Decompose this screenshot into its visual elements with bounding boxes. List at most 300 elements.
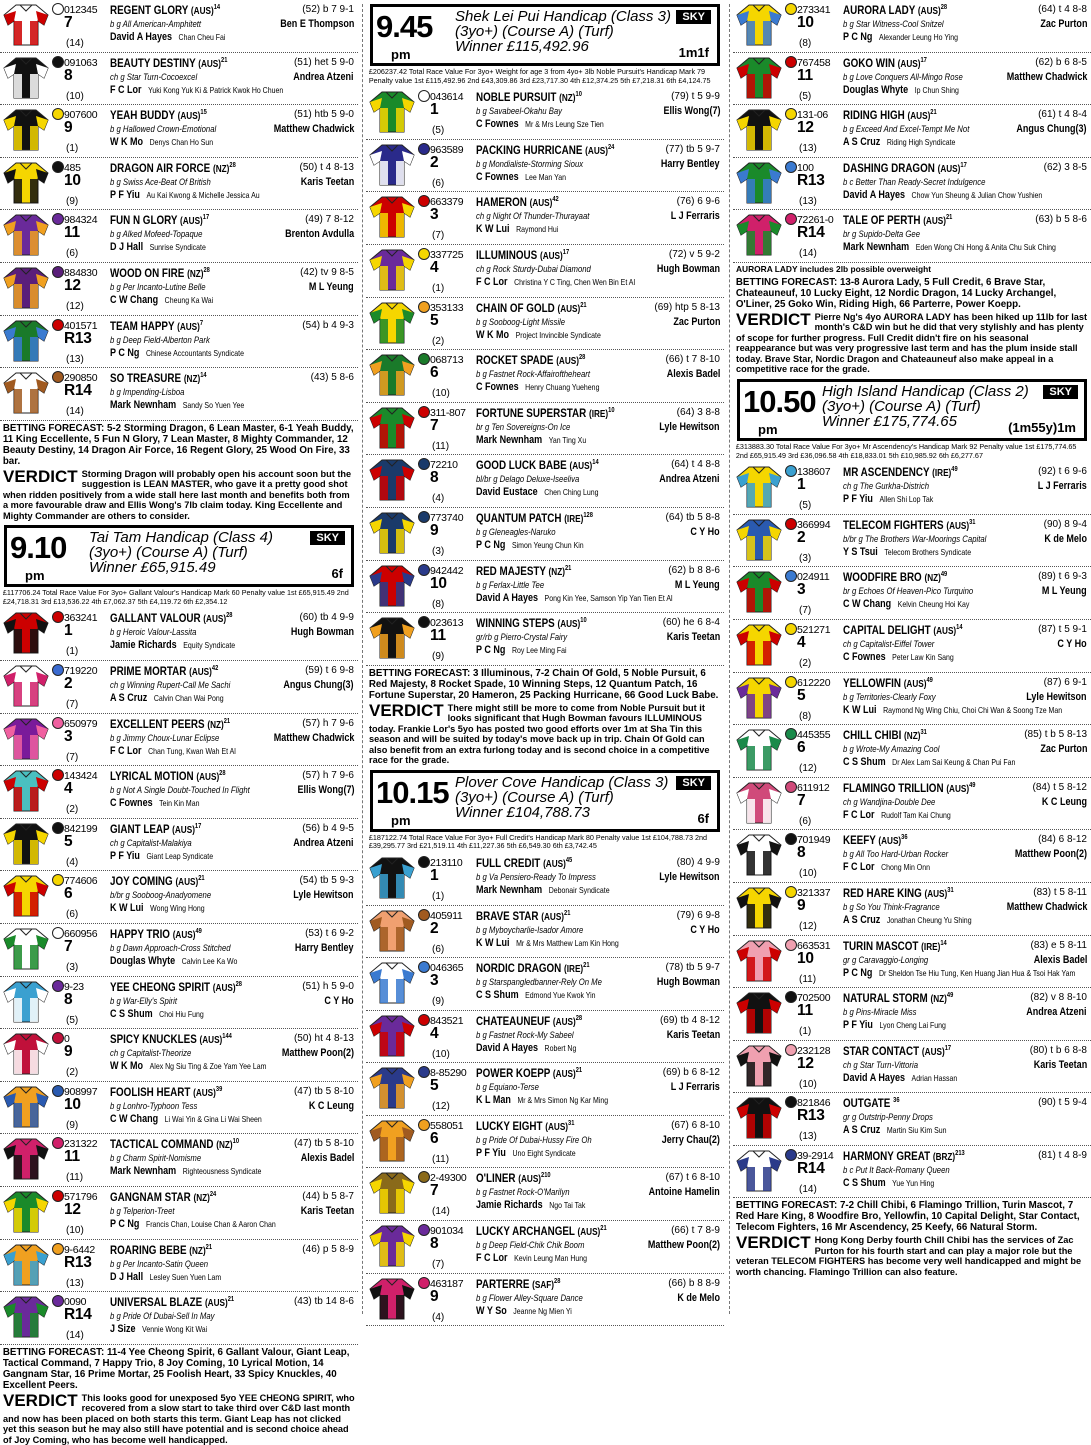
- cap-icon: [418, 1119, 430, 1131]
- cap-icon: [785, 108, 797, 120]
- cap-icon: [418, 616, 430, 628]
- saddle-number: 12: [797, 119, 814, 137]
- draw: (6): [432, 943, 445, 955]
- trainer: Alexis Badel: [666, 368, 720, 381]
- jockey-silks-icon: [735, 1044, 783, 1088]
- draw: (10): [66, 90, 84, 102]
- runner-row: [733, 620, 1091, 673]
- rating-age-weight: (79) 6 9-8: [676, 909, 720, 921]
- runner-row: [366, 298, 724, 351]
- trainer: Andrea Atzeni: [293, 836, 354, 849]
- rating-age-weight: (77) tb 5 9-7: [665, 143, 720, 155]
- saddle-number: 10: [430, 574, 447, 592]
- breeding: b g Pins-Miracle Miss: [843, 1007, 917, 1018]
- race-time: 10.50: [743, 383, 816, 419]
- horse-name: HAMERON (AUS)$^{42}$: [476, 195, 559, 210]
- owner: Choi Hiu Fung: [159, 1008, 204, 1019]
- horse-name: PARTERRE (SAF)$^{28}$: [476, 1276, 561, 1291]
- draw: (6): [799, 815, 812, 827]
- draw: (9): [432, 996, 445, 1008]
- cap-icon: [52, 371, 64, 383]
- horse-name: JOY COMING (AUS)$^{21}$: [110, 874, 205, 889]
- jockey-silks-icon: [735, 1096, 783, 1140]
- breeding: b g Pride Of Dubai-Hussy Fire Oh: [476, 1134, 592, 1145]
- jockey: Mark Newnham Yan Ting Xu: [476, 433, 587, 446]
- rating-age-weight: (84) 6 8-12: [1038, 834, 1087, 846]
- jockey: C W Chang Li Wai Yin & Gina Li Wai Sheen: [110, 1112, 262, 1125]
- rating-age-weight: (57) h 7 9-6: [302, 717, 354, 729]
- owner: Debonair Syndicate: [548, 884, 610, 895]
- runner-row: [366, 561, 724, 614]
- jockey-silks-icon: [368, 406, 416, 450]
- cap-icon: [785, 1096, 797, 1108]
- jockey: P F Yiu Giant Leap Syndicate: [110, 849, 214, 862]
- rating-age-weight: (51) h 5 9-0: [302, 980, 354, 992]
- runner-row: [366, 192, 724, 245]
- owner: Calvin Chan Wai Pong: [153, 693, 224, 704]
- trainer: Hugh Bowman: [656, 976, 720, 989]
- jockey-silks-icon: [2, 717, 50, 761]
- rating-age-weight: (89) t 6 9-3: [1038, 571, 1087, 583]
- runner-row: [733, 0, 1091, 53]
- saddle-number: R14: [64, 1306, 92, 1324]
- owner: Riding High Syndicate: [886, 137, 956, 148]
- sky-badge: SKY: [676, 10, 711, 24]
- form-figures: 046365: [430, 962, 464, 975]
- jockey: K W Lui Wong Wing Hong: [110, 902, 205, 915]
- saddle-number: 8: [430, 1235, 439, 1253]
- jockey-silks-icon: [368, 1066, 416, 1110]
- runner-row: [733, 105, 1091, 158]
- runner-row: [0, 0, 358, 53]
- breeding: b g Impending-Lisboa: [110, 387, 185, 398]
- form-figures: 012345: [64, 4, 98, 16]
- cap-icon: [785, 623, 797, 635]
- jockey-silks-icon: [2, 664, 50, 708]
- saddle-number: 1: [64, 622, 73, 640]
- race-pm: pm: [391, 812, 411, 828]
- draw: (7): [66, 699, 79, 711]
- horse-name: RIDING HIGH (AUS)$^{21}$: [843, 108, 937, 123]
- draw: (13): [66, 353, 84, 365]
- form-figures: 821846: [797, 1097, 831, 1110]
- jockey-silks-icon: [735, 213, 783, 257]
- runner-row: [0, 977, 358, 1030]
- rating-age-weight: (59) t 6 9-8: [305, 665, 354, 677]
- saddle-number: 11: [797, 1002, 813, 1020]
- form-figures: 907600: [64, 109, 98, 122]
- runner-row: [366, 508, 724, 561]
- rating-age-weight: (69) tb 4 8-12: [659, 1014, 720, 1026]
- jockey-silks-icon: [2, 1137, 50, 1181]
- cap-icon: [785, 1044, 797, 1056]
- rating-age-weight: (47) tb 5 8-10: [293, 1085, 354, 1097]
- horse-name: SO TREASURE (NZ)$^{14}$: [110, 371, 207, 386]
- owner: Chow Yun Sheung & Julian Chow Yushien: [911, 189, 1043, 200]
- saddle-number: 10: [797, 14, 814, 31]
- form-figures: 100: [797, 161, 814, 174]
- prize-money: £313883.30 Total Race Value For 3yo+ Mr Ascendency's Handicap Mark 92 Penalty value 1st £175,774.65 2nd £65,915.49 3rd £36,096.58 4th £18,833.01 5th £10,985.92 6th £6,277.67: [735, 441, 1077, 460]
- rating-age-weight: (66) t 7 8-10: [665, 354, 720, 366]
- breeding: b/br g The Brothers War-Moorings Capital: [843, 533, 987, 544]
- breeding: b c Better Than Ready-Secret Indulgence: [843, 176, 986, 187]
- cap-icon: [418, 909, 430, 921]
- rating-age-weight: (69) b 6 8-12: [662, 1067, 720, 1079]
- jockey: P C Ng Simon Yeung Chun Kin: [476, 538, 584, 551]
- horse-name: ROCKET SPADE (AUS)$^{28}$: [476, 353, 586, 368]
- jockey: A S Cruz Calvin Chan Wai Pong: [110, 692, 224, 705]
- prize-money: £206237.42 Total Race Value For 3yo+ Weight for age 3 from 4yo+ 3lb Noble Pursuit's Handicap Mark 79 Penalty value 1st £115,492.96 2nd £43,309.86 3rd £23,717.30 4th £12,374.25 5th £7,218.31 6th £4,124.75: [368, 67, 711, 85]
- breeding: b g Fastnet Rock-Affairoftheheart: [476, 369, 591, 380]
- rating-age-weight: (64) t 4 8-8: [671, 459, 720, 471]
- horse-name: PRIME MORTAR (AUS)$^{42}$: [110, 664, 219, 679]
- jockey-silks-icon: [2, 874, 50, 918]
- rating-age-weight: (92) t 6 9-6: [1038, 466, 1087, 478]
- trainer: K de Melo: [677, 1291, 720, 1304]
- cap-icon: [52, 1137, 64, 1149]
- draw: (14): [432, 1206, 450, 1218]
- form-figures: 138607: [797, 466, 831, 479]
- runner-row: [733, 778, 1091, 831]
- breeding: b g Gleneagles-Naruko: [476, 526, 556, 537]
- saddle-number: 4: [430, 258, 439, 276]
- trainer: L J Ferraris: [671, 210, 720, 223]
- form-figures: 366994: [797, 518, 831, 531]
- trainer: Alexis Badel: [300, 1152, 354, 1165]
- rating-age-weight: (50) t 4 8-13: [299, 161, 354, 173]
- saddle-number: 8: [64, 66, 73, 84]
- cap-icon: [52, 1190, 64, 1202]
- rating-age-weight: (66) t 7 8-9: [671, 1225, 720, 1237]
- draw: (7): [432, 1259, 445, 1271]
- rating-age-weight: (78) tb 5 9-7: [665, 962, 720, 974]
- form-figures: 231322: [64, 1138, 98, 1151]
- trainer: Matthew Poon(2): [281, 1047, 354, 1060]
- breeding: b g Star Witness-Cool Snitzel: [843, 19, 944, 29]
- saddle-number: 11: [64, 224, 80, 242]
- jockey-silks-icon: [368, 1171, 416, 1215]
- saddle-number: 9: [64, 119, 73, 137]
- jockey: A S Cruz Riding High Syndicate: [843, 136, 956, 149]
- cap-icon: [52, 980, 64, 992]
- saddle-number: 6: [797, 739, 806, 757]
- jockey: Y S Tsui Telecom Brothers Syndicate: [843, 545, 972, 558]
- jockey-silks-icon: [735, 1149, 783, 1193]
- owner: Yuki Kong Yuk Ki & Patrick Kwok Ho Chuen: [148, 84, 284, 95]
- breeding: b g Fastnet Rock-O'Marilyn: [476, 1187, 570, 1198]
- runner-row: [366, 245, 724, 298]
- rating-age-weight: (82) v 8 8-10: [1030, 992, 1087, 1004]
- runner-row: [0, 158, 358, 211]
- jockey-silks-icon: [735, 161, 783, 205]
- cap-icon: [418, 564, 430, 576]
- breeding: gr/rb g Pierro-Crystal Fairy: [476, 632, 568, 643]
- breeding: b g Love Conquers All-Mingo Rose: [843, 71, 963, 82]
- jockey-silks-icon: [2, 108, 50, 152]
- trainer: C Y Ho: [690, 923, 720, 936]
- rating-age-weight: (51) htb 5 9-0: [293, 109, 354, 121]
- verdict: VERDICT Pierre Ng's 4yo AURORA LADY has been hiked up 11lb for last month's C&D win but he did that very stylishly and has plenty of scope for further progress. Full Credit didn't fire on his seasonal reappearance but was very progressive last term and has the plum inside stall today. Brave Star, Nordic Dragon and Chateauneuf also make appeal in a competitive race for the grade.: [736, 309, 1088, 375]
- jockey: F C Lor Kevin Leung Man Hung: [476, 1252, 587, 1265]
- saddle-number: 12: [64, 276, 81, 294]
- betting-forecast: BETTING FORECAST: 3 Illuminous, 7-2 Chain Of Gold, 5 Noble Pursuit, 6 Red Majesty, 8 Rocket Spade, 10 Winning Steps, 12 Quantum Patch, 16 Fortune Superstar, 20 Hameron, 25 Packing Hurricane, 66 Good Luck Babe.: [368, 667, 719, 701]
- race-time: 10.15: [376, 774, 449, 810]
- jockey: P F Yiu Allen Shi Lop Tak: [843, 493, 934, 506]
- owner: Project Invincible Syndicate: [515, 329, 601, 340]
- owner: Raymond Hui: [516, 224, 559, 235]
- breeding: b g Sooboog-Light Missile: [476, 316, 566, 327]
- jockey-silks-icon: [368, 1014, 416, 1058]
- breeding: b g Swiss Ace-Beat Of British: [110, 176, 211, 187]
- runner-list: [366, 87, 724, 666]
- overweight-note: AURORA LADY includes 2lb possible overweight: [736, 263, 931, 274]
- trainer: L J Ferraris: [671, 1081, 720, 1094]
- cap-icon: [418, 248, 430, 260]
- draw: (1): [432, 282, 445, 294]
- draw: (10): [799, 868, 817, 880]
- runner-row: [0, 608, 358, 661]
- rating-age-weight: (67) 6 8-10: [671, 1119, 720, 1131]
- breeding: b g Savabeel-Okahu Bay: [476, 106, 563, 117]
- jockey: Mark Newnham Sandy So Yuen Yee: [110, 399, 245, 412]
- cap-icon: [785, 676, 797, 688]
- horse-name: HARMONY GREAT (BRZ)$^{213}$: [843, 1148, 965, 1163]
- jockey-silks-icon: [2, 161, 50, 205]
- horse-name: FORTUNE SUPERSTAR (IRE)$^{10}$: [476, 405, 615, 420]
- trainer: Matthew Poon(2): [1014, 848, 1087, 861]
- jockey-silks-icon: [2, 1190, 50, 1234]
- draw: (8): [432, 598, 445, 610]
- runner-row: [0, 1029, 358, 1082]
- jockey: W K Mo Alex Ng Siu Ting & Zoe Yam Yee Lam: [110, 1060, 267, 1073]
- draw: (5): [66, 1014, 79, 1026]
- jockey-silks-icon: [2, 769, 50, 813]
- cap-icon: [52, 1295, 64, 1307]
- draw: (8): [799, 710, 812, 722]
- breeding: b g Heroic Valour-Lassita: [110, 627, 197, 638]
- jockey-silks-icon: [735, 465, 783, 509]
- horse-name: CHAIN OF GOLD (AUS)$^{21}$: [476, 300, 587, 315]
- trainer: Andrea Atzeni: [1026, 1006, 1087, 1019]
- runner-row: [366, 853, 724, 906]
- trainer: Matthew Chadwick: [1006, 900, 1087, 913]
- runner-row: [366, 958, 724, 1011]
- draw: (11): [799, 973, 817, 985]
- saddle-number: R13: [64, 329, 92, 347]
- rating-age-weight: (62) b 6 8-5: [1035, 56, 1087, 68]
- breeding: ch g Capitalist-Eiffel Tower: [843, 638, 935, 649]
- runner-list: [733, 0, 1091, 263]
- draw: (9): [66, 1119, 79, 1131]
- jockey-silks-icon: [735, 3, 783, 47]
- form-figures: 321337: [797, 886, 831, 899]
- draw: (1): [432, 890, 445, 902]
- form-figures: 942442: [430, 564, 464, 577]
- runner-row: [0, 1292, 358, 1345]
- owner: Sunrise Syndicate: [149, 242, 206, 253]
- jockey-silks-icon: [735, 728, 783, 772]
- breeding: b g All Too Hard-Urban Rocker: [843, 849, 949, 860]
- draw: (14): [66, 406, 84, 418]
- jockey-silks-icon: [735, 570, 783, 614]
- trainer: Matthew Chadwick: [273, 731, 354, 744]
- cap-icon: [52, 161, 64, 173]
- rating-age-weight: (83) t 5 8-11: [1033, 886, 1087, 898]
- runner-row: [733, 1146, 1091, 1199]
- race-name: Tai Tam Handicap (Class 4) (3yo+) (Course A) (Turf) Winner £65,915.49: [89, 529, 273, 577]
- jockey: F C Lor Chan Tung, Kwan Wah Et Al: [110, 744, 236, 757]
- runner-row: [733, 830, 1091, 883]
- form-figures: 901034: [430, 1225, 464, 1238]
- breeding: br g Ten Sovereigns-On Ice: [476, 421, 571, 432]
- draw: (8): [799, 38, 812, 49]
- cap-icon: [52, 108, 64, 120]
- saddle-number: 10: [797, 949, 814, 967]
- horse-name: PACKING HURRICANE (AUS)$^{24}$: [476, 142, 615, 157]
- breeding: b g Hallowed Crown-Emotional: [110, 124, 217, 135]
- cap-icon: [52, 319, 64, 331]
- jockey-silks-icon: [735, 991, 783, 1035]
- saddle-number: 5: [430, 1077, 439, 1095]
- jockey-silks-icon: [368, 1119, 416, 1163]
- saddle-number: 7: [64, 938, 73, 955]
- runner-row: [366, 1221, 724, 1274]
- runner-row: [0, 1187, 358, 1240]
- rating-age-weight: (62) b 8 8-6: [668, 564, 720, 576]
- runner-row: [366, 1116, 724, 1169]
- jockey: P F Yiu Uno Eight Syndicate: [476, 1146, 576, 1159]
- draw: (4): [432, 493, 445, 505]
- form-figures: 39-2914: [797, 1149, 834, 1162]
- trainer: Jerry Chau(2): [661, 1133, 720, 1146]
- owner: Equity Syndicate: [183, 640, 236, 651]
- horse-name: TEAM HAPPY (AUS)$^7$: [110, 318, 204, 333]
- runner-row: [733, 725, 1091, 778]
- trainer: Lyle Hewitson: [659, 420, 720, 433]
- trainer: C Y Ho: [690, 525, 720, 538]
- draw: (9): [432, 651, 445, 663]
- verdict: VERDICT Hong Kong Derby fourth Chill Chibi has the services of Zac Purton for his fourth start and can play a major role but the veteran TELECOM FIGHTERS has become very well handicapped and might be worth chancing. Flamingo Trillion can also feature.: [736, 1233, 1082, 1277]
- trainer: Antoine Hamelin: [648, 1186, 720, 1199]
- trainer: Zac Purton: [1039, 743, 1087, 756]
- owner: Rudolf Tam Kai Chung: [881, 809, 951, 820]
- breeding: b g Dawn Approach-Cross Stitched: [110, 943, 231, 953]
- trainer: L J Ferraris: [1038, 480, 1087, 493]
- horse-name: GOKO WIN (AUS)$^{17}$: [843, 55, 927, 70]
- runner-row: [366, 1168, 724, 1221]
- trainer: Zac Purton: [672, 315, 720, 328]
- form-figures: 72210: [430, 459, 458, 472]
- saddle-number: 1: [797, 476, 806, 494]
- draw: (12): [432, 1101, 450, 1113]
- draw: (6): [432, 177, 445, 189]
- rating-age-weight: (47) tb 5 8-10: [293, 1138, 354, 1150]
- saddle-number: 6: [430, 1129, 439, 1147]
- horse-name: STAR CONTACT (AUS)$^{17}$: [843, 1043, 952, 1058]
- owner: Raymond Ng Wing Chiu, Choi Chi Wan & Soong Tze Man: [883, 704, 1063, 715]
- cap-icon: [52, 717, 64, 729]
- runner-list: [0, 0, 358, 421]
- form-figures: 843521: [430, 1014, 464, 1027]
- trainer: Ben E Thompson: [279, 18, 354, 30]
- form-figures: 884830: [64, 266, 98, 279]
- saddle-number: 7: [430, 1182, 439, 1200]
- rating-age-weight: (56) b 4 9-5: [302, 822, 354, 834]
- rating-age-weight: (57) h 7 9-6: [302, 770, 354, 782]
- rating-age-weight: (85) t b 5 8-13: [1024, 729, 1087, 741]
- rating-age-weight: (51) het 5 9-0: [293, 56, 354, 68]
- jockey-silks-icon: [2, 56, 50, 100]
- trainer: Karis Teetan: [300, 1204, 354, 1217]
- saddle-number: 2: [64, 675, 73, 693]
- form-figures: 9-6442: [64, 1243, 95, 1256]
- owner: Adrian Hassan: [911, 1072, 958, 1083]
- horse-name: CAPITAL DELIGHT (AUS)$^{14}$: [843, 622, 963, 637]
- breeding: b g Telperion-Treet: [110, 1205, 175, 1216]
- jockey-silks-icon: [2, 1085, 50, 1129]
- rating-age-weight: (67) t 6 8-10: [665, 1172, 720, 1184]
- horse-name: OUTGATE $^{36}$: [843, 1096, 900, 1111]
- form-figures: 024911: [797, 571, 830, 584]
- draw: (13): [799, 143, 817, 155]
- saddle-number: R13: [64, 1253, 92, 1271]
- trainer: M L Yeung: [309, 280, 354, 293]
- owner: Yan Ting Xu: [548, 434, 587, 445]
- saddle-number: R14: [797, 224, 825, 242]
- draw: (2): [799, 657, 812, 669]
- jockey: W K Mo Denys Chan Ho Sun: [110, 136, 214, 149]
- jockey-silks-icon: [368, 353, 416, 397]
- rating-age-weight: (64) t 4 8-8: [1038, 4, 1087, 15]
- betting-forecast: BETTING FORECAST: 5-2 Storming Dragon, 6 Lean Master, 6-1 Yeah Buddy, 11 King Eccellente, 5 Fun N Glory, 7 Lean Master, 8 Mighty Commander, 12 Beauty Destiny, 14 Dragon Air Force, 16 Regent Glory, 25 Wood On Fire, 33 bar.: [2, 422, 354, 467]
- owner: Kevin Leung Man Hung: [514, 1253, 587, 1264]
- owner: Ip Chun Shing: [914, 84, 959, 95]
- jockey-silks-icon: [735, 518, 783, 562]
- jockey: Douglas Whyte Calvin Lee Ka Wo: [110, 955, 238, 967]
- draw: (12): [66, 300, 84, 312]
- horse-name: FULL CREDIT (AUS)$^{45}$: [476, 855, 573, 870]
- rating-age-weight: (90) 8 9-4: [1043, 518, 1087, 530]
- breeding: ch g Star Turn-Vittoria: [843, 1059, 918, 1070]
- form-figures: 0: [64, 1033, 70, 1046]
- saddle-number: 2: [430, 153, 439, 171]
- horse-name: GIANT LEAP (AUS)$^{17}$: [110, 821, 202, 836]
- jockey-silks-icon: [735, 108, 783, 152]
- race-header-945: [370, 4, 720, 66]
- draw: (10): [432, 388, 450, 400]
- runner-row: [366, 1011, 724, 1064]
- runner-row: [0, 924, 358, 977]
- jockey-silks-icon: [368, 90, 416, 134]
- jockey-silks-icon: [368, 961, 416, 1005]
- breeding: ch g Winning Rupert-Call Me Sachi: [110, 680, 231, 691]
- runner-row: [733, 1093, 1091, 1146]
- cap-icon: [785, 161, 797, 173]
- jockey: W Y So Jeanne Ng Mien Yi: [476, 1304, 572, 1317]
- race-header-1015: [370, 770, 720, 832]
- saddle-number: 3: [797, 581, 806, 599]
- runner-row: [0, 871, 358, 924]
- jockey-silks-icon: [2, 1032, 50, 1076]
- rating-age-weight: (87) t 5 9-1: [1038, 623, 1087, 635]
- race-time: 9.45: [376, 9, 433, 44]
- runner-row: [733, 515, 1091, 568]
- owner: Francis Chan, Louise Chan & Aaron Chan: [145, 1218, 276, 1229]
- draw: (13): [799, 1131, 817, 1143]
- breeding: b g Flower Alley-Square Dance: [476, 1292, 583, 1303]
- owner: Martin Siu Kim Sun: [886, 1125, 947, 1136]
- trainer: Hugh Bowman: [656, 262, 720, 275]
